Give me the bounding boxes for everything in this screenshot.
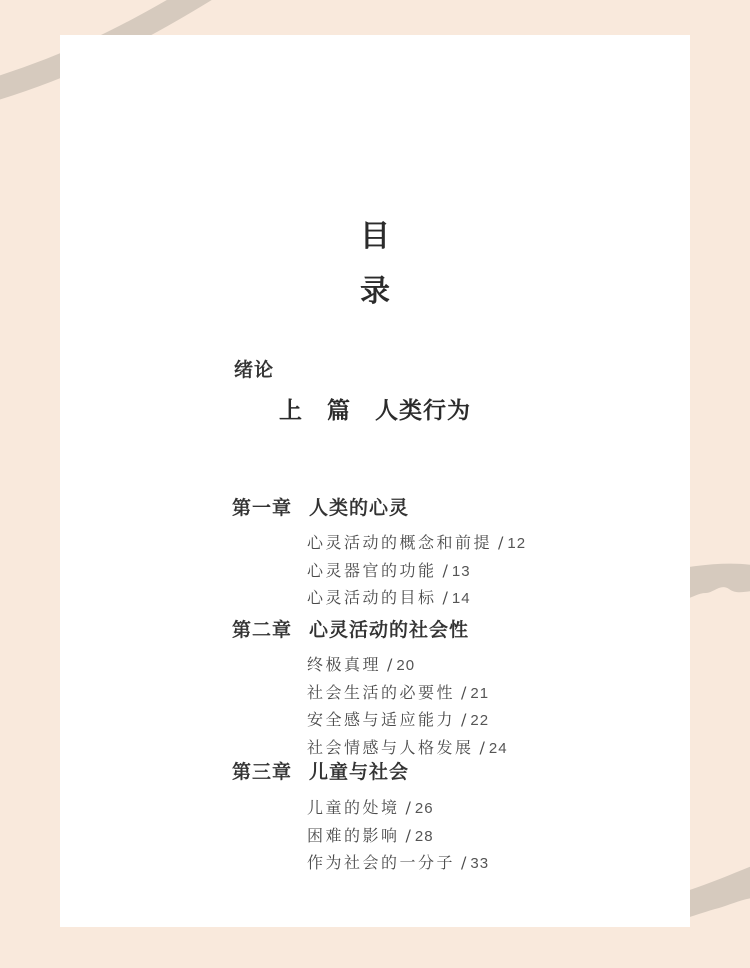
entry-page-number: 14 xyxy=(451,590,471,607)
chapter-number: 第三章 xyxy=(232,762,293,783)
toc-entry xyxy=(307,529,526,557)
chapter-heading xyxy=(232,757,409,784)
toc-intro-heading: 绪论 xyxy=(234,360,275,381)
chapter-heading xyxy=(232,615,469,642)
slash-separator: / xyxy=(405,798,411,817)
chapter-title: 人类的心灵 xyxy=(309,498,410,519)
entry-title: 困难的影响 xyxy=(307,825,400,845)
page-title xyxy=(60,221,690,308)
slash-separator: / xyxy=(461,682,467,702)
toc-part-heading: 上 篇 人类行为 xyxy=(279,398,471,423)
entry-title: 儿童的处境 xyxy=(307,798,400,817)
chapter-title: 心灵活动的社会性 xyxy=(309,620,470,641)
slash-separator: / xyxy=(461,853,467,872)
entry-page-number: 33 xyxy=(470,855,490,872)
toc-entry xyxy=(307,849,489,877)
entry-title: 终极真理 xyxy=(307,655,382,674)
chapter-title: 儿童与社会 xyxy=(309,762,410,783)
slash-separator: / xyxy=(498,533,504,552)
entry-page-number: 22 xyxy=(470,712,490,729)
toc-entry xyxy=(307,557,526,585)
entry-title: 安全感与适应能力 xyxy=(307,710,456,729)
chapter-number: 第一章 xyxy=(232,498,293,519)
slash-separator: / xyxy=(442,560,448,580)
toc-entry xyxy=(307,794,489,822)
slash-separator: / xyxy=(387,655,393,674)
chapter-number: 第二章 xyxy=(232,620,293,641)
slash-separator: / xyxy=(479,737,485,757)
toc-entry xyxy=(307,651,508,679)
chapter-heading xyxy=(232,493,409,520)
entry-page-number: 28 xyxy=(414,827,434,845)
slash-separator: / xyxy=(405,825,411,845)
entry-title: 社会情感与人格发展 xyxy=(307,737,474,757)
entry-page-number: 26 xyxy=(414,800,434,817)
entry-page-number: 12 xyxy=(507,535,527,552)
page-title-char-1: 目 xyxy=(360,220,390,253)
entry-title: 社会生活的必要性 xyxy=(307,682,456,702)
chapter-entry-list xyxy=(307,794,489,877)
entry-page-number: 20 xyxy=(396,657,416,674)
entry-title: 心灵活动的目标 xyxy=(307,588,437,607)
entry-page-number: 24 xyxy=(488,739,508,757)
toc-entry xyxy=(307,706,508,734)
entry-title: 心灵活动的概念和前提 xyxy=(307,533,493,552)
slash-separator: / xyxy=(461,710,467,729)
entry-page-number: 21 xyxy=(470,684,490,702)
slash-separator: / xyxy=(442,588,448,607)
entry-title: 作为社会的一分子 xyxy=(307,853,456,872)
toc-entry xyxy=(307,679,508,707)
chapter-entry-list xyxy=(307,529,526,612)
entry-title: 心灵器官的功能 xyxy=(307,560,437,580)
book-toc-page xyxy=(60,35,690,927)
chapter-entry-list xyxy=(307,651,508,761)
toc-entry xyxy=(307,584,526,612)
toc-entry xyxy=(307,822,489,850)
entry-page-number: 13 xyxy=(451,562,471,580)
page-title-char-2: 录 xyxy=(360,275,390,308)
